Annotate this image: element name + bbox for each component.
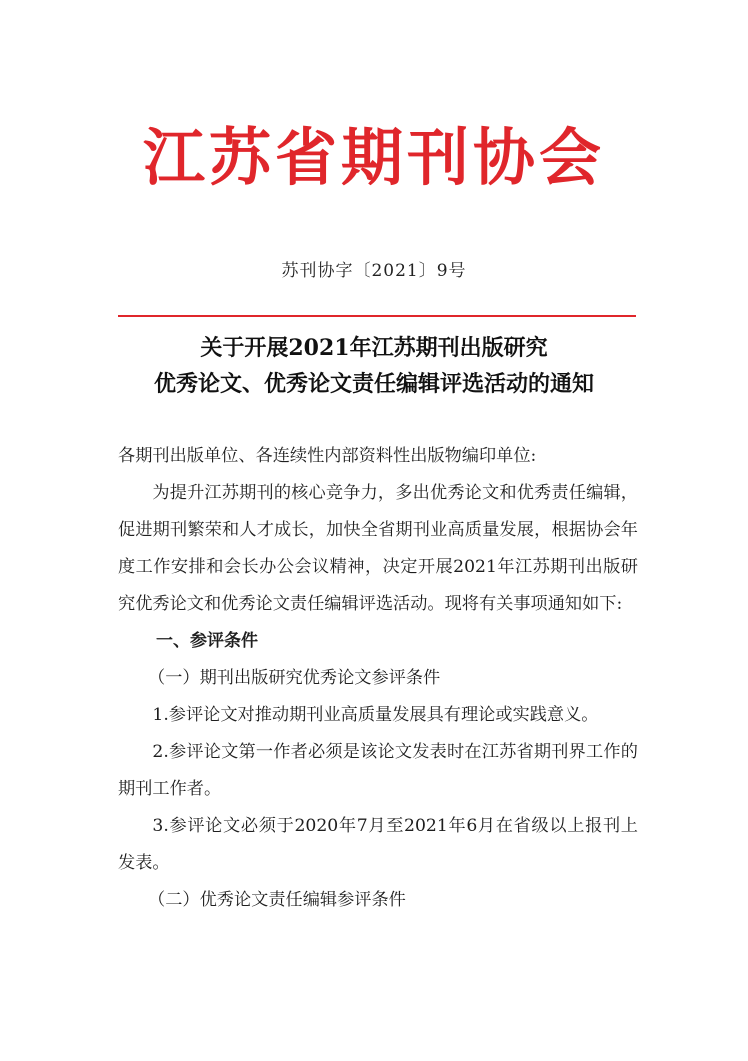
subsection-2-heading: （二）优秀论文责任编辑参评条件 bbox=[148, 890, 406, 910]
masthead-org-name: 江苏省期刊协会 bbox=[142, 121, 605, 194]
intro-paragraph: 为提升江苏期刊的核心竞争力，多出优秀论文和优秀责任编辑，促进期刊繁荣和人才成长，加快全省期刊业高质量发展，根据协会年度工作安排和会长办公会议精神，决定开展2021年江苏期刊出版研究优秀论文和优秀论文责任编辑评选活动。现将有关事项通知如下: bbox=[118, 483, 638, 614]
subsection-1-heading: （一）期刊出版研究优秀论文参评条件 bbox=[148, 668, 441, 688]
notice-body bbox=[118, 438, 638, 919]
title-line-1: 关于开展2021年江苏期刊出版研究 bbox=[200, 335, 548, 361]
notice-title bbox=[0, 330, 748, 402]
red-divider-line bbox=[118, 315, 636, 317]
condition-item-1: 1.参评论文对推动期刊业高质量发展具有理论或实践意义。 bbox=[152, 705, 599, 725]
condition-item-2: 2.参评论文第一作者必须是该论文发表时在江苏省期刊界工作的期刊工作者。 bbox=[118, 742, 638, 799]
salutation: 各期刊出版单位、各连续性内部资料性出版物编印单位: bbox=[118, 446, 537, 466]
document-number: 苏刊协字〔2021〕9号 bbox=[281, 261, 467, 281]
title-line-2: 优秀论文、优秀论文责任编辑评选活动的通知 bbox=[153, 371, 594, 397]
condition-item-3: 3.参评论文必须于2020年7月至2021年6月在省级以上报刊上发表。 bbox=[118, 816, 638, 873]
section-1-heading: 一、参评条件 bbox=[156, 631, 258, 651]
